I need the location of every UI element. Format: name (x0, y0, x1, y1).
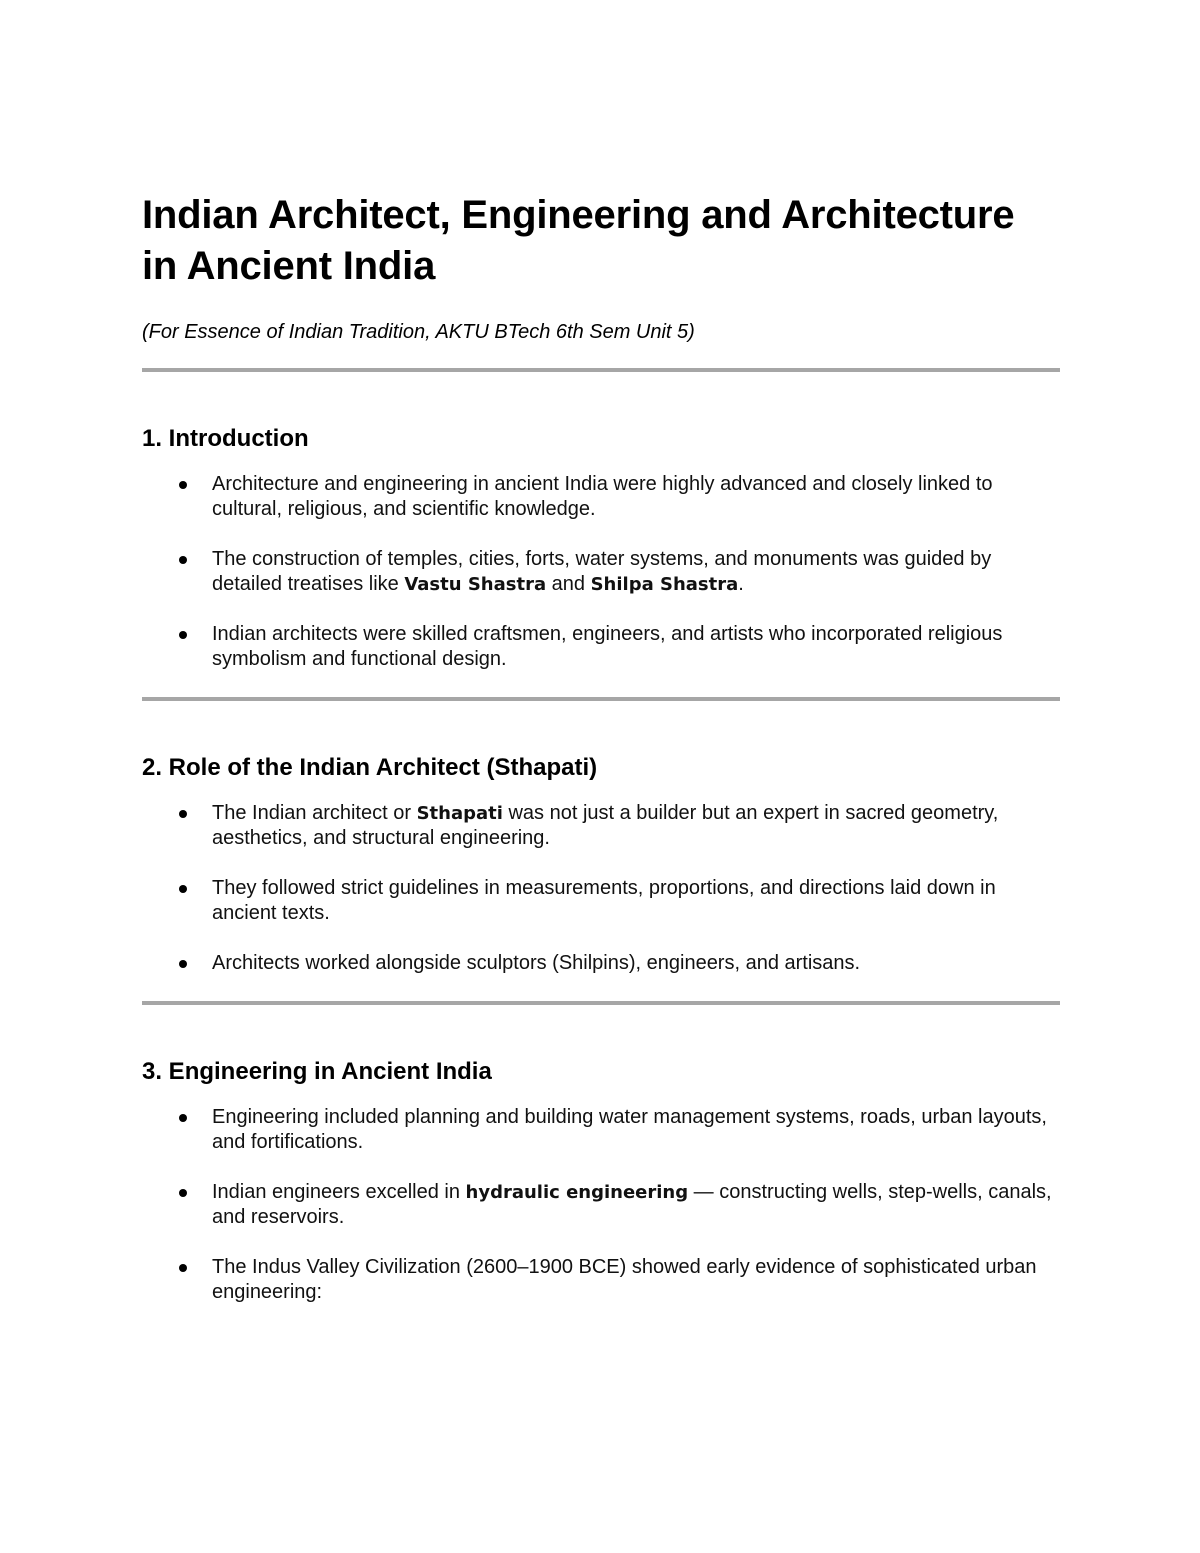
list-item (142, 622, 1060, 672)
bullet-icon (179, 631, 187, 639)
section-heading: 1. Introduction (142, 425, 309, 452)
bullet-text: They followed strict guidelines in measurements, proportions, and directions laid down in ancient texts. (212, 877, 996, 924)
bullet-text: . (738, 573, 744, 595)
section-role-of-architect (142, 753, 1060, 976)
bullet-icon (179, 1114, 187, 1122)
section-heading: 2. Role of the Indian Architect (Sthapati) (142, 754, 598, 781)
bold-term: Sthapati (416, 803, 503, 824)
bullet-text: Architects worked alongside sculptors (Shilpins), engineers, and artisans. (212, 952, 861, 974)
bullet-icon (179, 960, 187, 968)
bullet-list (142, 801, 1060, 976)
bold-term: hydraulic engineering (465, 1182, 689, 1203)
bullet-list (142, 472, 1060, 672)
bullet-icon (179, 885, 187, 893)
horizontal-rule (142, 1001, 1060, 1005)
bullet-text: Engineering included planning and building water management systems, roads, urban layouts, and fortifications. (212, 1106, 1047, 1153)
section-introduction (142, 424, 1060, 672)
list-item (142, 876, 1060, 926)
section-heading: 3. Engineering in Ancient India (142, 1058, 492, 1085)
section-engineering (142, 1057, 1060, 1305)
bullet-text: The Indian architect or (212, 802, 417, 824)
bullet-text: Indian architects were skilled craftsmen, engineers, and artists who incorporated religious symbolism and functional design. (212, 623, 1003, 670)
bullet-text: was not just a builder but an expert in sacred geometry, aesthetics, and structural engineering. (212, 802, 999, 849)
horizontal-rule (142, 368, 1060, 372)
list-item (142, 1180, 1060, 1230)
bullet-icon (179, 1189, 187, 1197)
bullet-icon (179, 1264, 187, 1272)
bullet-icon (179, 481, 187, 489)
document-subtitle: (For Essence of Indian Tradition, AKTU BTech 6th Sem Unit 5) (142, 321, 695, 343)
list-item (142, 547, 1060, 597)
bullet-text: and (546, 573, 591, 595)
bullet-text: Architecture and engineering in ancient India were highly advanced and closely linked to cultural, religious, and scientific knowledge. (212, 473, 993, 520)
document-title: Indian Architect, Engineering and Architecture in Ancient India (142, 193, 1015, 288)
bullet-text: — constructing wells, step-wells, canals, and reservoirs. (212, 1181, 1052, 1228)
list-item (142, 472, 1060, 522)
list-item (142, 951, 1060, 976)
bullet-icon (179, 556, 187, 564)
bullet-text: Indian engineers excelled in (212, 1181, 466, 1203)
horizontal-rule (142, 697, 1060, 701)
list-item (142, 1105, 1060, 1155)
bullet-icon (179, 810, 187, 818)
bold-term: Shilpa Shastra (590, 574, 739, 595)
bold-term: Vastu Shastra (404, 574, 547, 595)
document-page (142, 190, 1060, 1330)
bullet-list (142, 1105, 1060, 1305)
list-item (142, 1255, 1060, 1305)
bullet-text: The construction of temples, cities, forts, water systems, and monuments was guided by detailed treatises like (212, 548, 992, 595)
list-item (142, 801, 1060, 851)
bullet-text: The Indus Valley Civilization (2600–1900 BCE) showed early evidence of sophisticated urban engineering: (212, 1256, 1037, 1303)
